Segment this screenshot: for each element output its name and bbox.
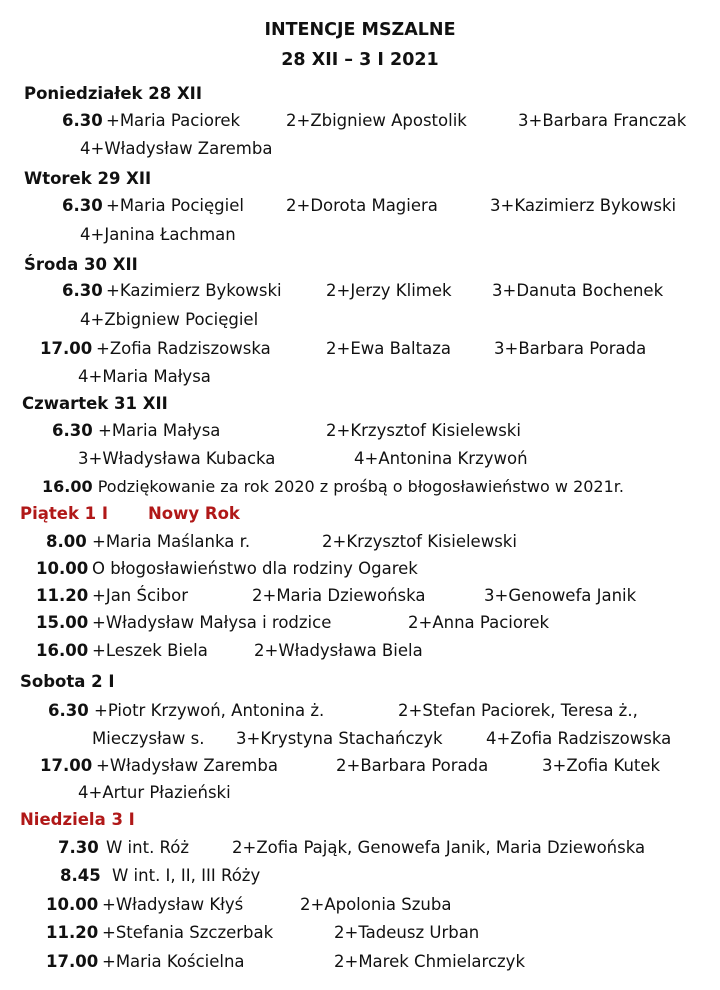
intention: W int. Róż xyxy=(106,838,190,857)
intention: 2+Barbara Porada xyxy=(336,756,489,775)
intention: +Maria Maślanka r. xyxy=(92,532,251,551)
date-range: 28 XII – 3 I 2021 xyxy=(281,50,439,70)
intention: 3+Barbara Porada xyxy=(494,339,647,358)
intention: 4+Janina Łachman xyxy=(80,225,236,244)
intention: 2+Maria Dziewońska xyxy=(252,586,426,605)
mass-time: 6.30 xyxy=(48,701,89,720)
intention: 2+Zofia Pająk, Genowefa Janik, Maria Dziewońska xyxy=(232,838,646,857)
mass-time: 11.20 xyxy=(46,923,99,942)
intention: Mieczysław s. xyxy=(92,729,205,748)
mass-time: 17.00 xyxy=(40,339,93,358)
intention: +Zofia Radziszowska xyxy=(96,339,271,358)
intention: 3+Zofia Kutek xyxy=(542,756,661,775)
mass-time: 6.30 xyxy=(62,196,103,215)
intention: +Maria Małysa xyxy=(98,421,221,440)
intention: 2+Apolonia Szuba xyxy=(300,895,452,914)
intention: 4+Artur Płazieński xyxy=(78,783,231,802)
intention: 2+Tadeusz Urban xyxy=(334,923,480,942)
intention: 2+Zbigniew Apostolik xyxy=(286,111,467,130)
page-title: INTENCJE MSZALNE xyxy=(264,20,456,40)
mass-time: 15.00 xyxy=(36,613,89,632)
intention: +Piotr Krzywoń, Antonina ż. xyxy=(94,701,325,720)
intention: 3+Genowefa Janik xyxy=(484,586,637,605)
intention: 2+Krzysztof Kisielewski xyxy=(326,421,521,440)
mass-time: 10.00 xyxy=(46,895,99,914)
mass-time: 10.00 xyxy=(36,559,89,578)
intention: +Władysław Zaremba xyxy=(96,756,278,775)
intention: +Władysław Kłyś xyxy=(102,895,244,914)
intention: +Jan Ścibor xyxy=(92,586,188,605)
mass-entry xyxy=(42,479,624,495)
intention: 2+Dorota Magiera xyxy=(286,196,438,215)
intention: +Leszek Biela xyxy=(92,641,208,660)
mass-time: 8.45 xyxy=(60,866,101,885)
intention: +Maria Kościelna xyxy=(102,952,245,971)
intention: +Stefania Szczerbak xyxy=(102,923,274,942)
intention: 4+Maria Małysa xyxy=(78,367,211,386)
intention: Podziękowanie za rok 2020 z prośbą o błogosławieństwo w 2021r. xyxy=(97,477,624,496)
day-heading-tuesday: Wtorek 29 XII xyxy=(24,169,152,188)
day-heading-saturday: Sobota 2 I xyxy=(20,672,115,691)
intention: 3+Danuta Bochenek xyxy=(492,281,664,300)
day-heading-thursday: Czwartek 31 XII xyxy=(22,394,168,413)
mass-time: 17.00 xyxy=(46,952,99,971)
day-heading-friday xyxy=(20,504,240,523)
day-heading-sunday: Niedziela 3 I xyxy=(20,810,135,829)
mass-time: 7.30 xyxy=(58,838,99,857)
intention: 2+Jerzy Klimek xyxy=(326,281,452,300)
day-heading-wednesday: Środa 30 XII xyxy=(24,255,138,274)
mass-time: 6.30 xyxy=(52,421,93,440)
intention: 2+Władysława Biela xyxy=(254,641,423,660)
mass-time: 8.00 xyxy=(46,532,87,551)
day-heading-monday: Poniedziałek 28 XII xyxy=(24,84,202,103)
mass-time: 16.00 xyxy=(36,641,89,660)
intention: 3+Władysława Kubacka xyxy=(78,449,276,468)
holiday-label: Nowy Rok xyxy=(148,504,240,523)
intention: 4+Zofia Radziszowska xyxy=(486,729,672,748)
intention: O błogosławieństwo dla rodziny Ogarek xyxy=(92,559,418,578)
intention: 3+Barbara Franczak xyxy=(518,111,687,130)
intention: +Maria Pocięgiel xyxy=(106,196,244,215)
intention: 3+Krystyna Stachańczyk xyxy=(236,729,443,748)
intention: +Maria Paciorek xyxy=(106,111,241,130)
intention: +Władysław Małysa i rodzice xyxy=(92,613,332,632)
mass-time: 17.00 xyxy=(40,756,93,775)
intention: 2+Anna Paciorek xyxy=(408,613,550,632)
day-label: Piątek 1 I xyxy=(20,504,109,523)
mass-time: 6.30 xyxy=(62,111,103,130)
intention: 3+Kazimierz Bykowski xyxy=(490,196,677,215)
intention: 4+Władysław Zaremba xyxy=(80,139,273,158)
intention: W int. I, II, III Róży xyxy=(112,866,261,885)
mass-time: 11.20 xyxy=(36,586,89,605)
mass-time: 16.00 xyxy=(42,477,93,496)
intention: 2+Krzysztof Kisielewski xyxy=(322,532,517,551)
intention: 4+Antonina Krzywoń xyxy=(354,449,528,468)
intention: +Kazimierz Bykowski xyxy=(106,281,282,300)
intention: 2+Ewa Baltaza xyxy=(326,339,451,358)
intention: 2+Marek Chmielarczyk xyxy=(334,952,525,971)
intention: 4+Zbigniew Pocięgiel xyxy=(80,310,259,329)
mass-time: 6.30 xyxy=(62,281,103,300)
intention: 2+Stefan Paciorek, Teresa ż., xyxy=(398,701,638,720)
